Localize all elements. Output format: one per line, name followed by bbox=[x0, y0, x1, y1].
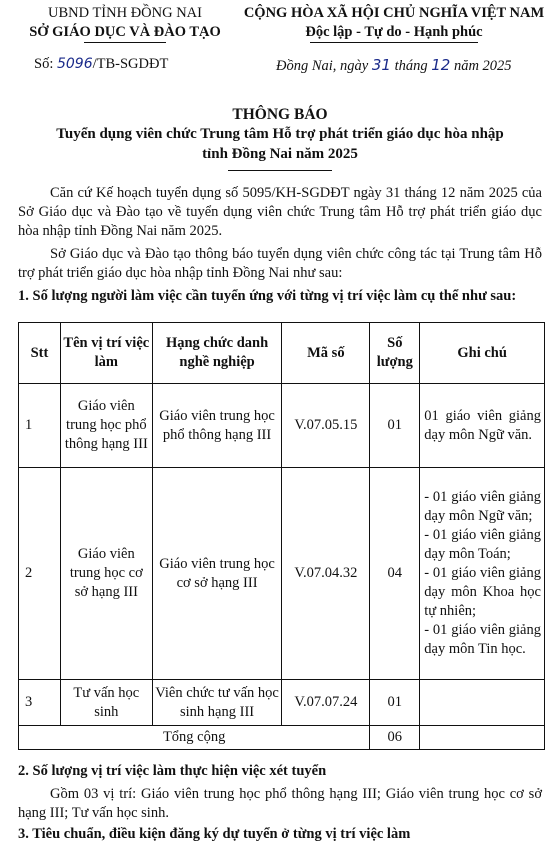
document-number bbox=[34, 56, 168, 73]
row-note bbox=[420, 384, 545, 468]
note-line: - 01 giáo viên giảng dạy môn Toán; bbox=[424, 527, 541, 562]
motto-underline bbox=[310, 42, 478, 43]
table-header-row bbox=[19, 323, 545, 384]
total-value: 06 bbox=[370, 726, 420, 750]
row-note bbox=[420, 468, 545, 680]
note-line: - 01 giáo viên giảng dạy môn Khoa học tự nhiên; bbox=[424, 565, 541, 619]
row-rank: Viên chức tư vấn học sinh hạng III bbox=[152, 680, 282, 726]
header-code: Mã số bbox=[282, 323, 370, 384]
doc-no-suffix: /TB-SGDĐT bbox=[92, 56, 169, 72]
total-label: Tổng cộng bbox=[19, 726, 370, 750]
row-position: Tư vấn học sinh bbox=[60, 680, 152, 726]
section-1-heading: 1. Số lượng người làm việc cần tuyển ứng với từng vị trí việc làm cụ thể như sau: bbox=[18, 288, 517, 304]
positions-paragraph: Gồm 03 vị trí: Giáo viên trung học phổ thông hạng III; Giáo viên trung học cơ sở hạng III; Tư vấn học sinh. bbox=[18, 786, 542, 821]
row-quantity: 01 bbox=[370, 680, 420, 726]
date-month-handwritten: 12 bbox=[431, 56, 451, 74]
row-code: V.07.05.15 bbox=[282, 384, 370, 468]
section-3-heading: 3. Tiêu chuẩn, điều kiện đăng ký dự tuyển ở từng vị trí việc làm bbox=[18, 826, 411, 842]
doc-no-prefix: Số: bbox=[34, 56, 57, 72]
note-line: - 01 giáo viên giảng dạy môn Tin học. bbox=[424, 622, 541, 657]
date-day-handwritten: 31 bbox=[371, 56, 391, 74]
row-quantity: 01 bbox=[370, 384, 420, 468]
date-place: Đồng Nai, ngày bbox=[276, 58, 372, 74]
row-position: Giáo viên trung học cơ sở hạng III bbox=[60, 468, 152, 680]
announcement-paragraph: Sở Giáo dục và Đào tạo thông báo tuyển dụng viên chức công tác tại Trung tâm Hỗ trợ phát triển giáo dục hòa nhập tỉnh Đồng Nai như sau: bbox=[18, 246, 542, 281]
national-title: CỘNG HÒA XÃ HỘI CHỦ NGHĨA VIỆT NAM bbox=[243, 5, 545, 21]
agency-underline bbox=[84, 42, 166, 43]
document-date bbox=[276, 56, 512, 75]
table-row bbox=[19, 384, 545, 468]
header-position: Tên vị trí việc làm bbox=[60, 323, 152, 384]
row-code: V.07.04.32 bbox=[282, 468, 370, 680]
row-stt: 3 bbox=[19, 680, 61, 726]
date-month-label: tháng bbox=[390, 58, 432, 74]
row-rank: Giáo viên trung học phổ thông hạng III bbox=[152, 384, 282, 468]
intro-paragraph: Căn cứ Kế hoạch tuyển dụng số 5095/KH-SGDĐT ngày 31 tháng 12 năm 2025 của Sở Giáo dục và Đào tạo về tuyển dụng viên chức Trung tâm Hỗ trợ phát triển giáo dục hòa nhập tỉnh Đồng Nai năm 2025. bbox=[18, 185, 542, 239]
header-rank: Hạng chức danh nghề nghiệp bbox=[152, 323, 282, 384]
document-subject-line1: Tuyển dụng viên chức Trung tâm Hỗ trợ phát triển giáo dục hòa nhập bbox=[56, 126, 504, 142]
header-note: Ghi chú bbox=[420, 323, 545, 384]
row-stt: 1 bbox=[19, 384, 61, 468]
row-rank: Giáo viên trung học cơ sở hạng III bbox=[152, 468, 282, 680]
header-stt: Stt bbox=[19, 323, 61, 384]
section-2-heading: 2. Số lượng vị trí việc làm thực hiện việc xét tuyển bbox=[18, 763, 327, 779]
row-stt: 2 bbox=[19, 468, 61, 680]
note-line: 01 giáo viên giảng dạy môn Ngữ văn. bbox=[424, 407, 541, 443]
recruitment-table bbox=[18, 322, 545, 750]
national-motto: Độc lập - Tự do - Hạnh phúc bbox=[305, 24, 483, 40]
title-underline bbox=[228, 170, 332, 171]
document-subject-line2: tỉnh Đồng Nai năm 2025 bbox=[202, 146, 358, 162]
row-quantity: 04 bbox=[370, 468, 420, 680]
document-type-title: THÔNG BÁO bbox=[232, 106, 328, 123]
row-code: V.07.07.24 bbox=[282, 680, 370, 726]
agency-header bbox=[16, 4, 234, 43]
total-note bbox=[420, 726, 545, 750]
header-quantity: Số lượng bbox=[370, 323, 420, 384]
row-note bbox=[420, 680, 545, 726]
national-header bbox=[234, 4, 554, 43]
note-line: - 01 giáo viên giảng dạy môn Ngữ văn; bbox=[424, 489, 541, 524]
agency-parent: UBND TỈNH ĐỒNG NAI bbox=[48, 5, 202, 21]
date-year: năm 2025 bbox=[450, 58, 512, 74]
table-row bbox=[19, 680, 545, 726]
row-position: Giáo viên trung học phổ thông hạng III bbox=[60, 384, 152, 468]
doc-no-handwritten: 5096 bbox=[56, 56, 93, 72]
table-total-row bbox=[19, 726, 545, 750]
table-row bbox=[19, 468, 545, 680]
agency-name: SỞ GIÁO DỤC VÀ ĐÀO TẠO bbox=[29, 24, 221, 40]
